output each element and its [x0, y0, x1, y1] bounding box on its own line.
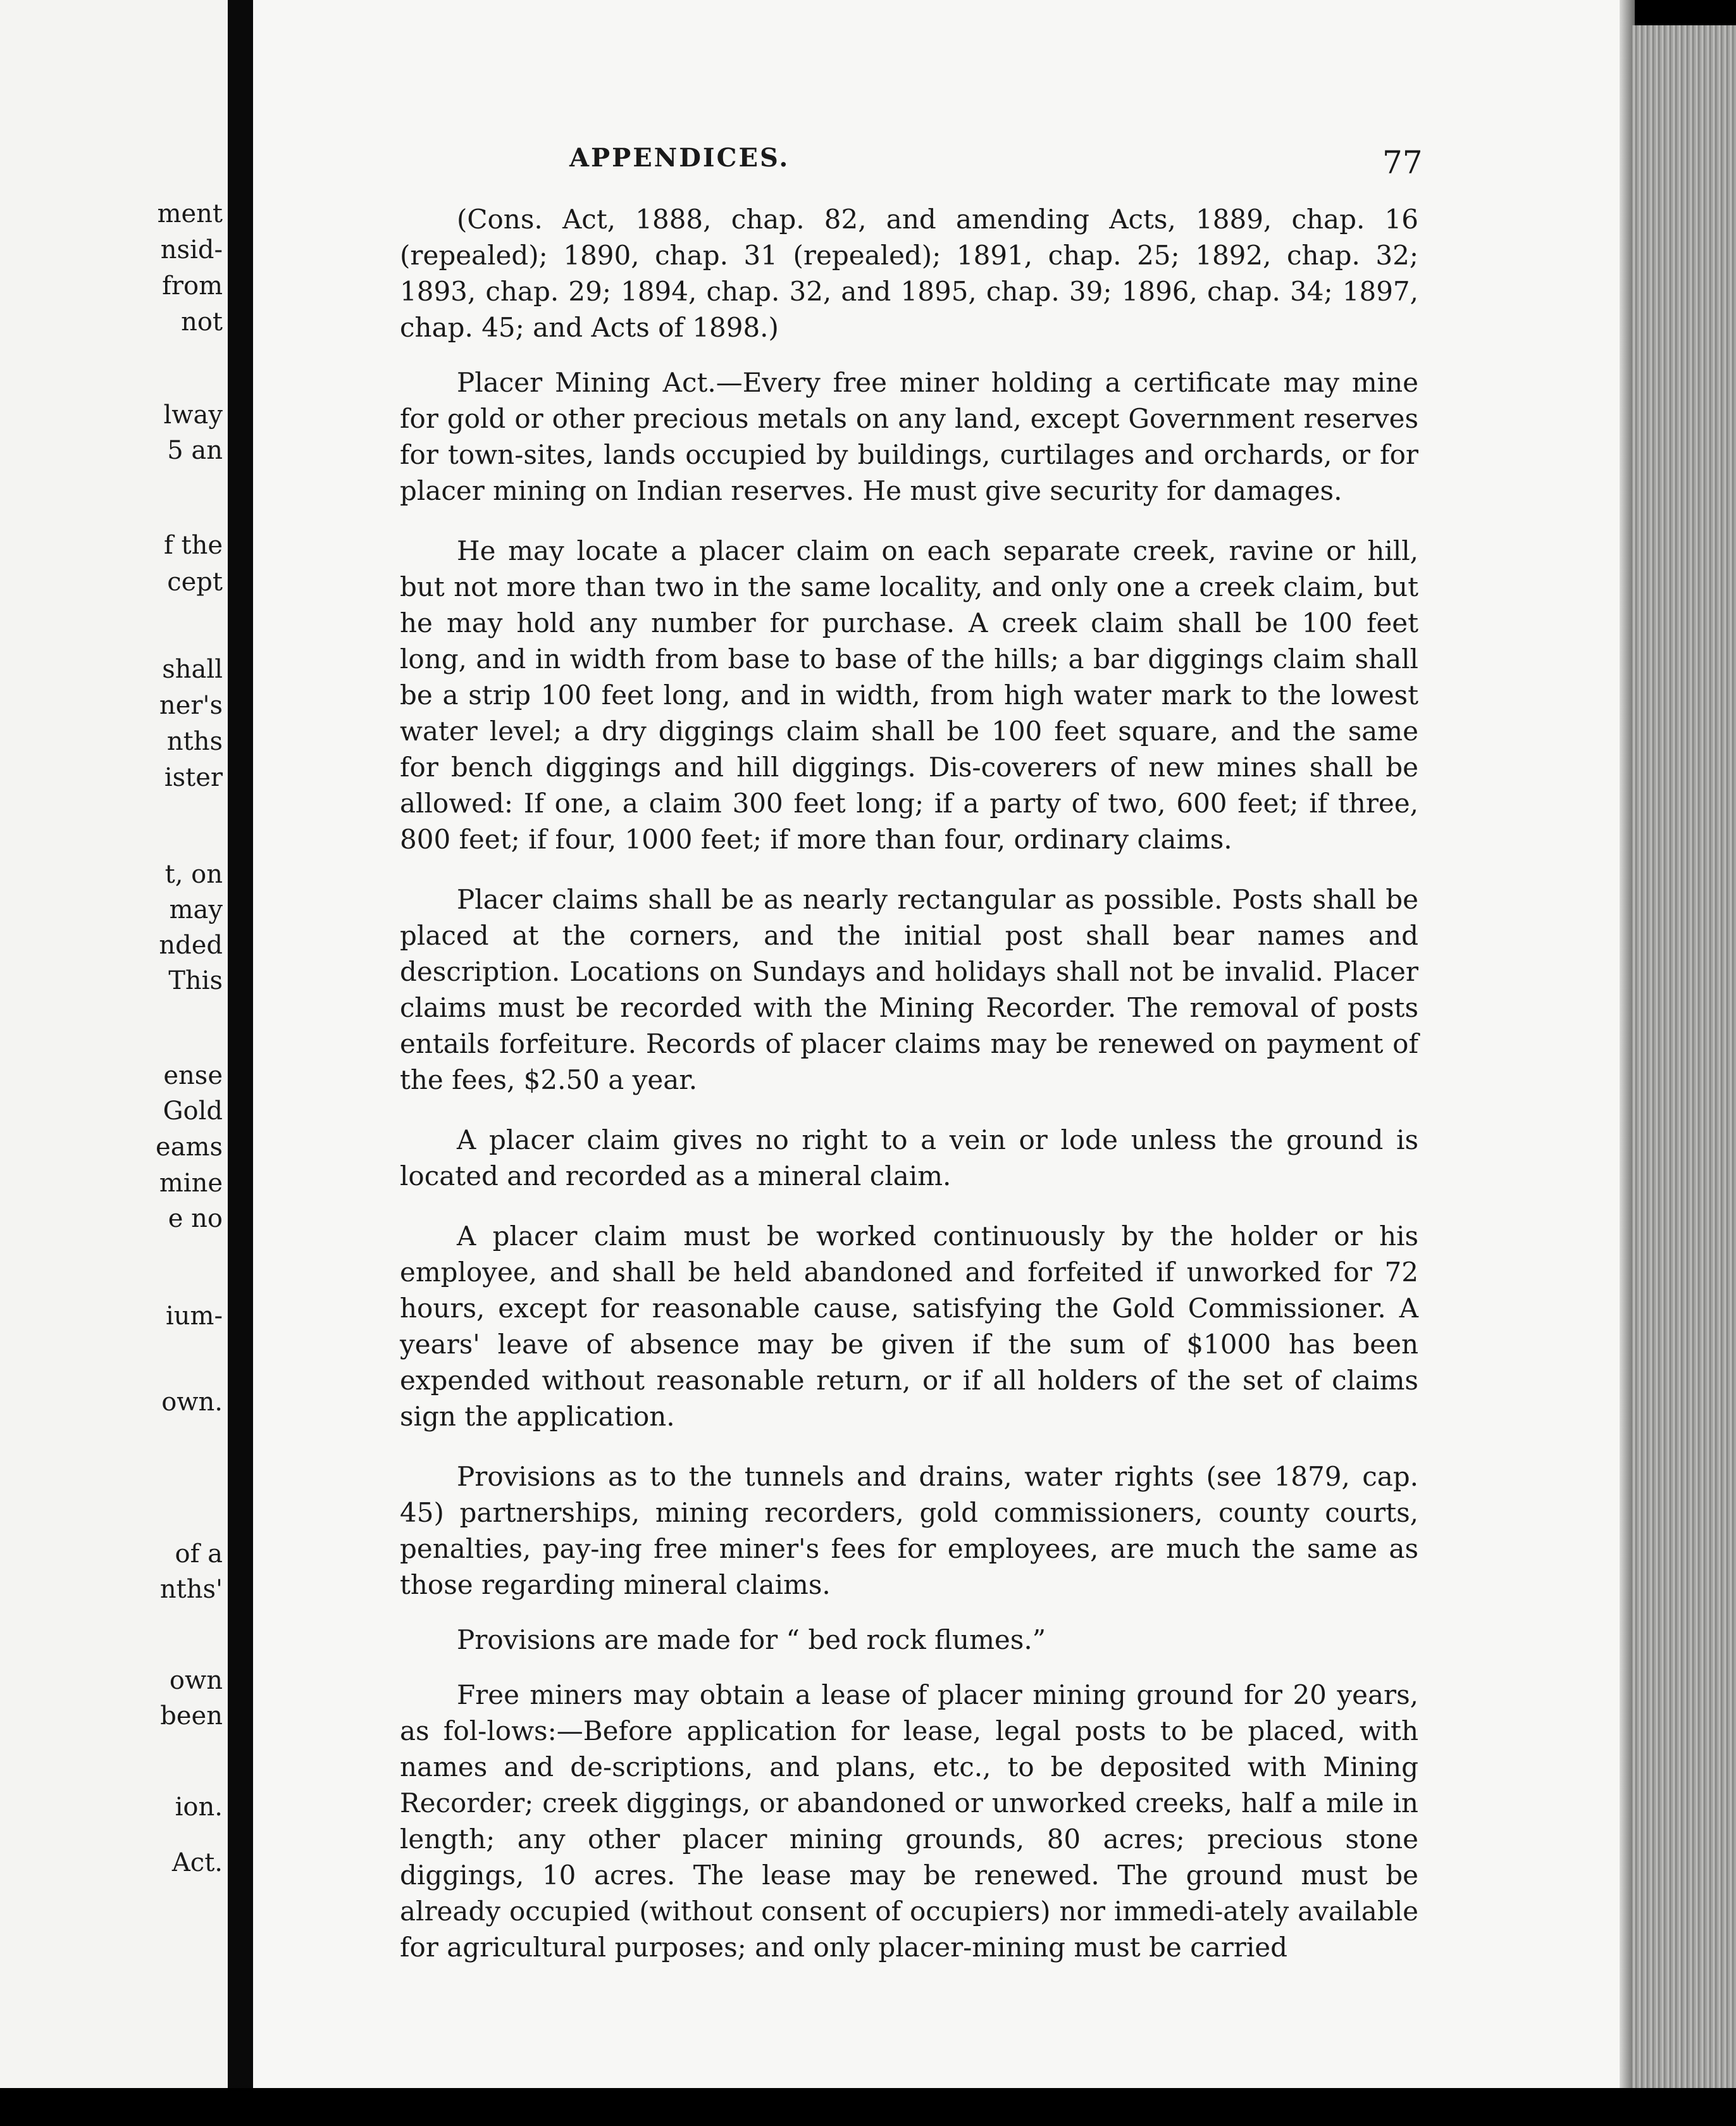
left-fragment: from: [162, 271, 223, 301]
left-fragment: been: [160, 1701, 223, 1731]
left-fragment: of a: [175, 1539, 223, 1569]
left-fragment: ister: [164, 763, 223, 792]
left-fragment: ner's: [159, 691, 223, 720]
worked-continuously-paragraph: A placer claim must be worked continuously by the holder or his employee, and shall be held abandoned and forfeited if unworked for 72 hours, except for reasonable cause, satisfying the Gold Commissioner. A years' leave of absence may be given if the sum of $1000 has been expended without reasonable return, or if all holders of the set of claims sign the application.: [400, 1221, 1418, 1432]
left-fragment: own.: [161, 1388, 223, 1417]
left-fragment: eams: [156, 1133, 223, 1162]
vein-lode-paragraph: A placer claim gives no right to a vein or lode unless the ground is located and recorded as a mineral claim.: [400, 1124, 1418, 1191]
left-fragment: nths: [166, 727, 223, 756]
left-fragment: shall: [162, 655, 223, 684]
left-facing-page: [0, 0, 228, 2088]
bed-rock-flumes-paragraph: Provisions are made for “ bed rock flumes.”: [457, 1624, 1046, 1655]
left-fragment: e no: [168, 1204, 223, 1233]
left-fragment: Act.: [171, 1848, 223, 1877]
left-fragment: cept: [167, 568, 223, 597]
running-head: APPENDICES.: [569, 143, 790, 173]
left-fragment: own: [169, 1666, 223, 1695]
left-fragment: t, on: [164, 860, 223, 889]
left-fragment: f the: [163, 531, 223, 560]
left-fragment: nded: [159, 931, 223, 960]
left-fragment: This: [168, 966, 223, 995]
page-number: 77: [1382, 144, 1423, 181]
rectangular-claims-paragraph: Placer claims shall be as nearly rectangular as possible. Posts shall be placed at the corners, and the initial post shall bear names and description. Locations on Sundays and holidays shall not be invalid. Placer claims must be recorded with the Mining Recorder. The removal of posts entails forfeiture. Records of placer claims may be renewed on payment of the fees, $2.50 a year.: [400, 884, 1418, 1095]
left-fragment: ment: [157, 199, 223, 228]
left-fragment: lway: [163, 401, 223, 430]
left-fragment: nsid-: [160, 235, 223, 264]
left-fragment: ion.: [175, 1793, 223, 1822]
left-fragment: 5 an: [167, 436, 223, 465]
locate-claim-paragraph: He may locate a placer claim on each separate creek, ravine or hill, but not more than two in the same locality, and only one a creek claim, but he may hold any number for purchase. A creek claim shall be 100 feet long, and in width from base to base of the hills; a bar diggings claim shall be a strip 100 feet long, and in width, from high water mark to the lowest water level; a dry diggings claim shall be 100 feet square, and the same for bench diggings and hill diggings. Dis-coverers of new mines shall be allowed: If one, a claim 300 feet long; if a party of two, 600 feet; if three, 800 feet; if four, 1000 feet; if more than four, ordinary claims.: [400, 535, 1418, 855]
left-fragment: mine: [159, 1169, 223, 1198]
left-page-text-fragments: [0, 0, 228, 2088]
scan-bottom-border: [0, 2088, 1736, 2126]
left-fragment: ium-: [166, 1302, 223, 1331]
book-gutter: [229, 0, 253, 2126]
citation-paragraph: (Cons. Act, 1888, chap. 82, and amending Acts, 1889, chap. 16 (repealed); 1890, chap. 31 (repealed); 1891, chap. 25; 1892, chap. 32; 1893, chap. 29; 1894, chap. 32, and 1895, chap. 39; 1896, chap. 34; 1897, chap. 45; and Acts of 1898.): [400, 204, 1418, 343]
left-fragment: not: [181, 308, 223, 337]
left-fragment: nths': [159, 1575, 223, 1604]
placer-mining-act-paragraph: Placer Mining Act.—Every free miner holding a certificate may mine for gold or other precious metals on any land, except Government reserves for town-sites, lands occupied by buildings, curtilages and orchards, or for placer mining on Indian reserves. He must give security for damages.: [400, 367, 1418, 506]
book-page-edges: [1632, 25, 1736, 2088]
left-fragment: ense: [163, 1061, 223, 1090]
provisions-tunnels-paragraph: Provisions as to the tunnels and drains, water rights (see 1879, cap. 45) partnerships, mining recorders, gold commissioners, county courts, penalties, pay-ing free miner's fees for employees, are much the same as those regarding mineral claims.: [400, 1461, 1418, 1600]
lease-paragraph: Free miners may obtain a lease of placer mining ground for 20 years, as fol-lows:—Before application for lease, legal posts to be placed, with names and de-scriptions, and plans, etc., to be deposited with Mining Recorder; creek diggings, or abandoned or unworked creeks, half a mile in length; any other placer mining grounds, 80 acres; precious stone diggings, 10 acres. The lease may be renewed. The ground must be already occupied (without consent of occupiers) nor immedi-ately available for agricultural purposes; and only placer-mining must be carried: [400, 1679, 1418, 1963]
left-fragment: may: [169, 895, 223, 924]
left-fragment: Gold: [163, 1097, 223, 1126]
body-text: [400, 201, 1418, 1989]
